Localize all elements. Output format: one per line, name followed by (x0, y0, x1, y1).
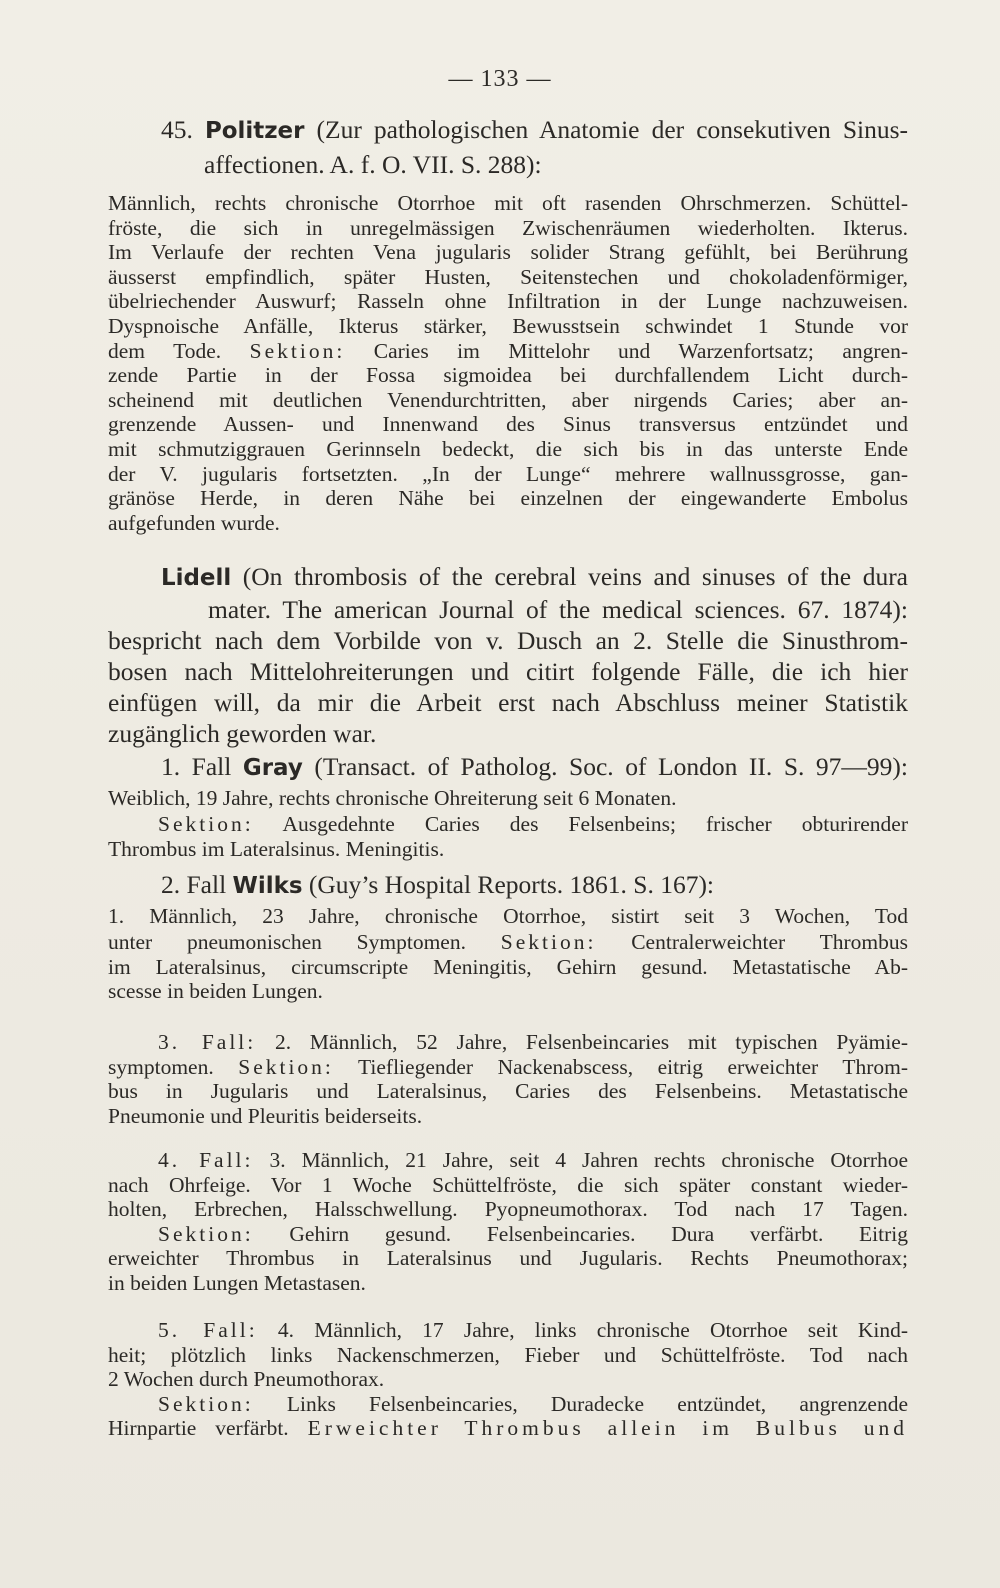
paragraph-line: scheinend mit deutlichen Venendurchtritten, aber nirgends Caries; aber an- (108, 387, 908, 412)
entry-45-heading-line-2 (108, 148, 908, 181)
case-label: 1. Fall (161, 752, 232, 781)
paragraph-line: unter pneumonischen Symptomen. Sektion: Centralerweichter Thrombus (108, 930, 908, 954)
case-1 (108, 751, 908, 861)
entry-title: (Zur pathologischen Anatomie der consekutiven Sinus- (316, 115, 909, 144)
paragraph-line: fröste, die sich in unregelmässigen Zwischenräumen wiederholten. Ikterus. (108, 215, 908, 240)
case-reference: (Transact. of Patholog. Soc. of London II. S. 97—99): (314, 752, 909, 781)
paragraph-line: bus in Jugularis und Lateralsinus, Caries des Felsenbeins. Metastatische (108, 1079, 908, 1104)
entry-number: 45. (161, 115, 193, 144)
sektion-label: Sektion: (500, 930, 597, 954)
paragraph-line: grenzende Aussen- und Innenwand des Sinus transversus entzündet und (108, 412, 908, 437)
spaced-emphasis: Erweichter Thrombus allein im Bulbus und (307, 1416, 909, 1441)
lidell-section (108, 561, 908, 749)
paragraph-line: bosen nach Mittelohreiterungen und citirt folgende Fälle, die ich hier (108, 657, 908, 686)
paragraph-line: 2 Wochen durch Pneumothorax. (108, 1367, 385, 1392)
paragraph-line: aufgefunden wurde. (108, 510, 280, 535)
paragraph-line: übelriechender Auswurf; Rasseln ohne Infiltration in der Lunge nachzuweisen. (108, 289, 908, 314)
paragraph-line: zugänglich geworden war. (108, 719, 377, 748)
case-3 (108, 1030, 908, 1128)
paragraph-line: in beiden Lungen Metastasen. (108, 1270, 366, 1295)
author-name: Wilks (232, 873, 303, 899)
paragraph-line: äusserst empfindlich, später Husten, Seitenstechen und chokoladenförmiger, (108, 264, 908, 289)
case-5 (108, 1318, 908, 1441)
paragraph-line: Thrombus im Lateralsinus. Meningitis. (108, 836, 445, 861)
paragraph-line: dem Tode. Sektion: Caries im Mittelohr und Warzenfortsatz; angren- (108, 338, 909, 363)
case-reference: (Guy’s Hospital Reports. 1861. S. 167): (308, 870, 715, 899)
paragraph-line: 3. Fall: 2. Männlich, 52 Jahre, Felsenbeincaries mit typischen Pyämie- (158, 1030, 908, 1054)
paragraph-line: Hirnpartie verfärbt. Erweichter Thrombus allein im Bulbus und (108, 1416, 909, 1441)
sektion-label: Sektion: (249, 338, 346, 363)
sektion-label: Sektion: (238, 1054, 334, 1079)
paragraph-line: 1. Männlich, 23 Jahre, chronische Otorrhoe, sistirt seit 3 Wochen, Tod (108, 904, 908, 928)
paragraph-line: heit; plötzlich links Nackenschmerzen, Fieber und Schüttelfröste. Tod nach (108, 1342, 908, 1367)
paragraph-line: Im Verlaufe der rechten Vena jugularis solider Strang gefühlt, bei Berührung (108, 240, 908, 265)
case-label: 3. Fall: (158, 1030, 257, 1054)
paragraph-line: einfügen will, da mir die Arbeit erst nach Abschluss meiner Statistik (108, 688, 908, 717)
case-1-heading (108, 751, 908, 784)
paragraph-line: 5. Fall: 4. Männlich, 17 Jahre, links chronische Otorrhoe seit Kind- (158, 1318, 909, 1342)
sektion-label: Sektion: (158, 1391, 254, 1416)
paragraph-line: erweichter Thrombus in Lateralsinus und Jugularis. Rechts Pneumothorax; (108, 1246, 908, 1271)
lidell-heading-line-2 (108, 594, 908, 625)
paragraph-line: Männlich, rechts chronische Otorrhoe mit oft rasenden Ohrschmerzen. Schüttel- (108, 191, 908, 215)
paragraph-line: holten, Erbrechen, Halsschwellung. Pyopneumothorax. Tod nach 17 Tagen. (108, 1197, 908, 1222)
case-2 (108, 869, 908, 1004)
paragraph-line: bespricht nach dem Vorbilde von v. Dusch an 2. Stelle die Sinusthrom- (108, 626, 908, 655)
case-2-heading (108, 869, 908, 902)
lidell-heading-line-1 (108, 561, 908, 594)
paragraph-line: scesse in beiden Lungen. (108, 979, 323, 1004)
paragraph-line: symptomen. Sektion: Tiefliegender Nackenabscess, eitrig erweichter Throm- (108, 1054, 908, 1079)
sektion-label: Sektion: (158, 812, 254, 836)
paragraph-line: Sektion: Ausgedehnte Caries des Felsenbeins; frischer obturirender (158, 812, 908, 836)
paragraph-line: Sektion: Gehirn gesund. Felsenbeincaries. Dura verfärbt. Eitrig (158, 1221, 909, 1246)
paragraph-line: Weiblich, 19 Jahre, rechts chronische Ohreiterung seit 6 Monaten. (108, 786, 677, 810)
paragraph-line: mit schmutziggrauen Gerinnseln bedeckt, die sich bis in das unterste Ende (108, 436, 908, 461)
paragraph-line: gränöse Herde, in deren Nähe bei einzelnen der eingewanderte Embolus (108, 486, 908, 511)
paragraph-line: im Lateralsinus, circumscripte Meningitis, Gehirn gesund. Metastatische Ab- (108, 954, 908, 979)
paragraph-line: Dyspnoische Anfälle, Ikterus stärker, Bewusstsein schwindet 1 Stunde vor (108, 313, 908, 338)
entry-45-heading-line-1 (108, 113, 908, 148)
paragraph-line: zende Partie in der Fossa sigmoidea bei durchfallendem Licht durch- (108, 363, 908, 388)
case-label: 4. Fall: (158, 1148, 254, 1172)
paragraph-line: 4. Fall: 3. Männlich, 21 Jahre, seit 4 Jahren rechts chronische Otorrhoe (158, 1148, 909, 1172)
page-number: — 133 — (448, 66, 552, 92)
sektion-label: Sektion: (158, 1221, 254, 1246)
entry-title: (On thrombosis of the cerebral veins and sinuses of the dura (242, 562, 908, 591)
paragraph-line: Sektion: Links Felsenbeincaries, Duradecke entzündet, angrenzende (158, 1391, 908, 1416)
entry-45 (108, 113, 908, 535)
entry-title-cont: affectionen. A. f. O. VII. S. 288): (204, 150, 542, 179)
case-4 (108, 1148, 908, 1296)
paragraph-line: der V. jugularis fortsetzten. „In der Lunge“ mehrere wallnussgrosse, gan- (108, 461, 908, 486)
case-label: 2. Fall (161, 870, 227, 899)
author-name: Politzer (204, 118, 305, 144)
case-label: 5. Fall: (158, 1318, 258, 1342)
paragraph-line: nach Ohrfeige. Vor 1 Woche Schüttelfröste, die sich später constant wieder- (108, 1172, 908, 1197)
author-name: Lidell (161, 565, 232, 591)
entry-title-cont: mater. The american Journal of the medical sciences. 67. 1874): (208, 595, 908, 624)
author-name: Gray (242, 755, 303, 781)
paragraph-line: Pneumonie und Pleuritis beiderseits. (108, 1103, 423, 1128)
